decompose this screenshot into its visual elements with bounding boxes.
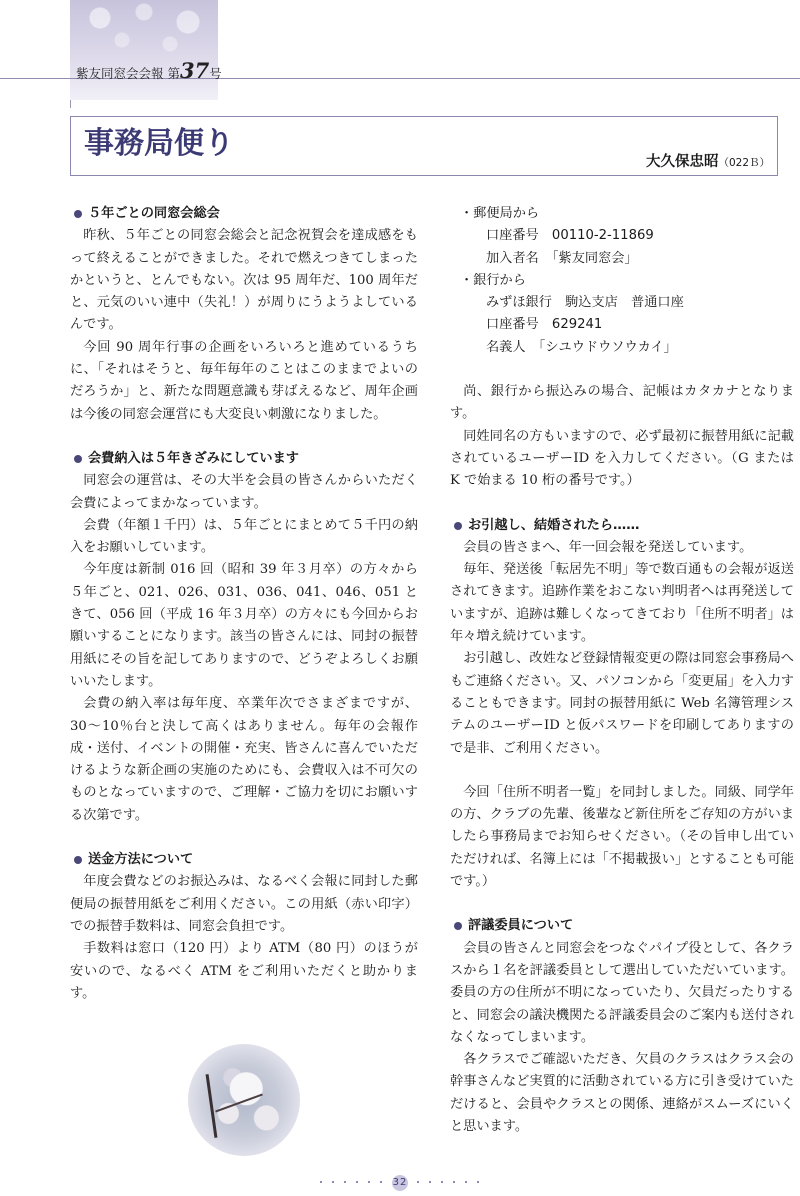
- section-heading: [70, 849, 418, 871]
- bullet-icon: [74, 856, 82, 864]
- author-line: [646, 150, 770, 171]
- post-account-name: 加入者名 「紫友同窓会」: [486, 250, 638, 266]
- masthead-title: 紫友同窓会会報: [76, 66, 164, 81]
- notes: [450, 381, 794, 492]
- issue-prefix: 第: [167, 66, 181, 81]
- paragraph: 今回 90 周年行事の企画をいろいろと進めているうちに、「それはそうと、毎年毎年のことはこのままでよいのだろうか」と、新たな問題意識も芽ばえるなど、周年企画は今後の同窓会運営にも大変良い刺激になりました。: [70, 339, 418, 422]
- plum-blossom-photo: [188, 1044, 300, 1156]
- bank-label: ・銀行から: [460, 272, 526, 288]
- paragraph: 昨秋、５年ごとの同窓会総会と記念祝賀会を達成感をもって終えることができました。それで燃えつきてしまったかというと、とんでもない。次は 95 周年だ、100 周年だと、元気のいい連中（失礼！）が周りにうようよしているんです。: [70, 228, 418, 333]
- author-class: （022Ｂ）: [718, 157, 770, 169]
- bank-branch: みずほ銀行 駒込支店 普通口座: [486, 295, 684, 311]
- section-membership-fee: [70, 448, 418, 827]
- post-label: ・郵便局から: [460, 206, 540, 221]
- heading-text: ５年ごとの同窓会総会: [88, 206, 220, 221]
- paragraph: 今回「住所不明者一覧」を同封しました。同級、同学年の方、クラブの先輩、後輩など新住所をご存知の方がいましたら事務局までお知らせください。（その旨申し出ていただければ、名簿上には「不掲載扱い」とすることも可能です。）: [450, 784, 794, 890]
- section-heading: [70, 448, 418, 470]
- heading-text: お引越し、結婚されたら……: [468, 517, 640, 533]
- paragraph: 各クラスでご確認いただき、欠員のクラスはクラス会の幹事さんなど実質的に活動されている方に引き受けていただけると、会員やクラスとの関係、連絡がスムーズにいくと思います。: [450, 1052, 794, 1134]
- masthead: [76, 58, 222, 83]
- issue-number: 37: [180, 58, 210, 83]
- page-footer: [0, 1174, 800, 1191]
- left-column: [70, 203, 418, 1005]
- section-heading: [70, 203, 418, 225]
- heading-text: 会費納入は５年きざみにしています: [88, 450, 299, 466]
- section-remittance: [70, 849, 418, 1005]
- bullet-icon: [454, 922, 462, 930]
- article-title: 事務局便り: [84, 126, 234, 161]
- heading-text: 評議委員について: [468, 918, 574, 934]
- bank-account-number: 口座番号 629241: [486, 317, 603, 333]
- section-heading: [450, 915, 794, 937]
- heading-text: 送金方法について: [88, 852, 194, 868]
- paragraph: 今年度は新制 016 回（昭和 39 年３月卒）の方々から５年ごと、021、026、031、036、041、046、051 ときて、056 回（平成 16 年３月卒）の方々にも今回からお願いすることになります。該当の皆さんには、同封の振替用紙にその旨を記してありますので、どうぞよろしくお願いいたします。: [70, 562, 418, 689]
- page-number: 32: [392, 1175, 408, 1191]
- paragraph: 手数料は窓口（120 円）より ATM（80 円）のほうが安いので、なるべく ATM をご利用いただくと助かります。: [70, 941, 418, 1001]
- bank-account-name: 名義人 「シユウドウソウカイ」: [486, 339, 677, 355]
- bullet-icon: [454, 522, 462, 530]
- section-general-meeting: [70, 203, 418, 426]
- paragraph: 年度会費などのお振込みは、なるべく会報に同封した郵便局の振替用紙をご利用ください。この用紙（赤い印字）での振替手数料は、同窓会負担です。: [70, 874, 418, 934]
- issue-suffix: 号: [209, 66, 222, 81]
- footer-dots-right: ・・・・・・: [412, 1176, 485, 1189]
- paragraph: 同窓会の運営は、その大半を会員の皆さんからいただく会費によってまかなっています。: [70, 473, 418, 511]
- paragraph: 会費の納入率は毎年度、卒業年次でさまざまですが、30〜10％台と決して高くはありません。毎年の会報作成・送付、イベントの開催・充実、皆さんに喜んでいただけるような新企画の実施のためにも、会費収入は不可欠のものとなっていますので、ご理解・ご協力を切にお願いする次第です。: [70, 696, 418, 823]
- author-name: 大久保忠昭: [645, 154, 719, 170]
- right-column: [450, 203, 794, 1138]
- branch-shape: [215, 1094, 263, 1113]
- section-moving: [450, 515, 794, 894]
- paragraph: 毎年、発送後「転居先不明」等で数百通もの会報が返送されてきます。追跡作業をおこない判明者へは再発送していますが、追跡は難しくなってきており「住所不明者」は年々増え続けています。: [450, 562, 794, 645]
- header-tick: [70, 100, 71, 108]
- footer-dots-left: ・・・・・・: [315, 1176, 388, 1189]
- section-council-members: [450, 915, 794, 1138]
- branch-shape: [206, 1074, 218, 1138]
- header-decoration: [70, 0, 218, 100]
- paragraph: お引越し、改姓など登録情報変更の際は同窓会事務局へもご連絡ください。又、パソコンから「変更届」を入力することもできます。同封の振替用紙に Web 名簿管理システムのユーザーID と仮パスワードを印刷してありますので是非、ご利用ください。: [450, 651, 794, 756]
- paragraph: 尚、銀行から振込みの場合、記帳はカタカナとなります。: [450, 384, 794, 422]
- bullet-icon: [74, 210, 82, 218]
- paragraph: 会員の皆さんと同窓会をつなぐパイプ役として、各クラスから１名を評議委員として選出していただいています。委員の方の住所が不明になっていたり、欠員だったりすると、同窓会の議決機関たる評議委員会のご案内も送付されなくなってしまいます。: [450, 940, 794, 1045]
- paragraph: 会費（年額１千円）は、５年ごとにまとめて５千円の納入をお願いしています。: [70, 517, 418, 556]
- paragraph: 同姓同名の方もいますので、必ず最初に振替用紙に記載されているユーザーID を入力してください。（G または K で始まる 10 桁の番号です。）: [450, 428, 794, 489]
- section-heading: [450, 515, 794, 537]
- bullet-icon: [74, 455, 82, 463]
- account-info: [450, 203, 794, 359]
- paragraph: 会員の皆さまへ、年一回会報を発送しています。: [463, 539, 753, 555]
- post-account-number: 口座番号 00110-2-11869: [486, 228, 654, 244]
